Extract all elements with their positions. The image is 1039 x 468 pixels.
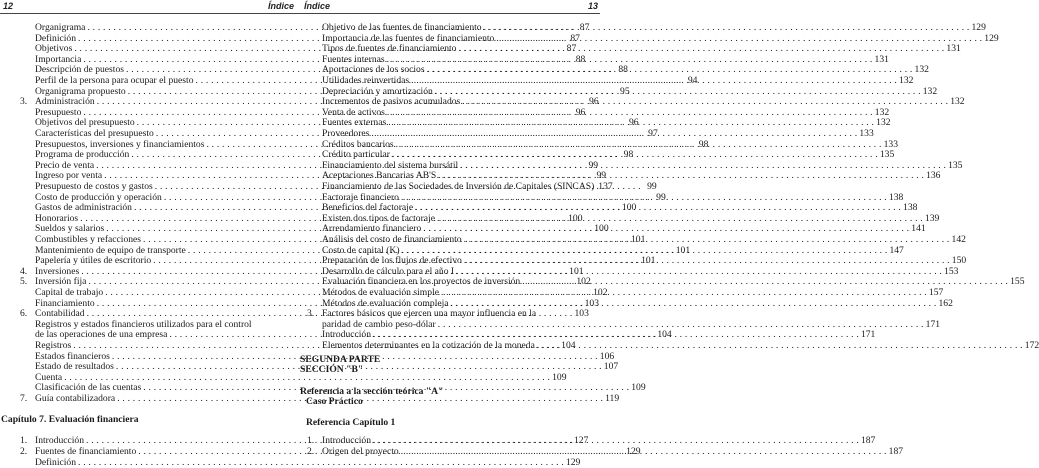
entry-title: Definición	[35, 456, 77, 468]
dot-leader	[522, 276, 1008, 287]
entry-page-number: 137	[598, 181, 613, 192]
entry-page-number: 99	[588, 159, 599, 171]
toc-entry	[307, 159, 963, 171]
entry-title: Fuentes externas	[322, 117, 387, 129]
entry-number	[20, 287, 35, 298]
entry-title: Capital de trabajo	[35, 287, 104, 298]
entry-page-number: 88	[575, 53, 586, 65]
entry-page-number: 171	[860, 329, 876, 341]
entry-page-number: 103	[584, 297, 599, 309]
entry-title: Organigrama propuesto	[35, 85, 126, 97]
entry-title: Perfil de la persona para ocupar el puesto	[35, 75, 194, 86]
entry-number	[20, 329, 35, 340]
entry-title: Origen del proyecto	[322, 446, 399, 457]
entry-page-number: 97	[648, 128, 658, 139]
dot-leader	[423, 223, 909, 234]
dot-leader	[402, 245, 888, 256]
entry-page-number: 127	[573, 435, 589, 447]
right-page-title: Índice	[304, 1, 331, 11]
entry-page-number: 138	[888, 191, 904, 203]
entry-page-number: 102	[593, 287, 608, 298]
entry-number	[20, 298, 35, 309]
toc-entry	[1, 414, 303, 425]
dot-leader	[254, 319, 287, 330]
entry-page-number: 87	[570, 32, 580, 44]
dot-leader	[392, 149, 878, 160]
entry-title: Programa de producción	[35, 149, 130, 161]
entry-page-number	[584, 396, 598, 407]
entry-title: Cuenta	[35, 371, 63, 383]
entry-page-number: 100	[621, 202, 637, 214]
entry-title: Aceptaciones Bancarias AB'S	[322, 170, 437, 182]
dot-leader	[496, 33, 982, 44]
toc-entry	[307, 297, 953, 309]
entry-number	[307, 139, 322, 150]
entry-number	[20, 223, 35, 234]
entry-title: Organigrama	[35, 22, 86, 33]
entry-title: Evaluación financiera en los proyectos de inversión	[322, 276, 521, 288]
toc-entry	[307, 106, 890, 118]
entry-number: 5.	[20, 276, 28, 288]
entry-number	[307, 75, 322, 86]
toc-entry	[306, 396, 598, 407]
dot-leader	[464, 234, 950, 245]
entry-title: Venta de activos	[322, 106, 385, 118]
entry-page-number: 132	[950, 96, 965, 108]
entry-page-number: 155	[1010, 276, 1025, 288]
entry-page-number: 153	[944, 265, 959, 277]
entry-title: Preparación de los flujos de efectivo	[322, 255, 462, 267]
entry-number	[20, 340, 35, 351]
entry-title: Análisis del costo de financiamiento	[322, 234, 462, 245]
dot-leader	[371, 128, 857, 139]
entry-number	[20, 382, 35, 393]
entry-title: Tipos de fuentes de financiamiento	[322, 43, 457, 55]
toc-entry	[20, 371, 567, 383]
entry-title: Sueldos y salarios	[35, 223, 105, 235]
dot-leader	[427, 64, 913, 75]
dot-leader	[411, 75, 897, 86]
entry-page-number: 133	[883, 138, 898, 150]
dot-leader	[396, 139, 882, 150]
entry-number	[307, 54, 322, 65]
entry-page-number: 129	[565, 456, 581, 468]
entry-page-number: 102	[576, 276, 591, 288]
entry-title: Estado de resultados	[35, 361, 114, 373]
entry-number	[307, 329, 322, 340]
entry-number	[20, 128, 35, 139]
entry-number	[20, 234, 35, 245]
entry-page-number: 107	[603, 361, 619, 373]
entry-number	[307, 202, 322, 213]
entry-page-number: 142	[951, 234, 966, 245]
entry-title: Inversiones	[35, 265, 80, 277]
entry-number	[307, 64, 322, 75]
entry-title: Depreciación y amortización	[322, 85, 433, 97]
toc-entry	[307, 435, 876, 447]
entry-number	[307, 86, 322, 97]
entry-page-number: 187	[860, 435, 876, 447]
entry-number	[307, 128, 322, 139]
entry-title: Contabilidad	[35, 308, 85, 320]
entry-number	[307, 107, 322, 118]
toc-entry	[307, 340, 1039, 351]
dot-leader	[438, 319, 924, 330]
entry-page-number: 96	[589, 96, 599, 108]
entry-number	[307, 117, 322, 128]
entry-number	[307, 245, 322, 256]
entry-number	[307, 223, 322, 234]
entry-page-number: 101	[641, 255, 656, 267]
entry-page-number: 132	[914, 64, 929, 76]
entry-page-number: 104	[561, 340, 576, 351]
entry-number: 3.	[20, 96, 28, 108]
dot-leader	[382, 354, 582, 365]
dot-leader	[373, 329, 859, 340]
toc-entry	[300, 386, 598, 397]
entry-title: Financiamiento	[35, 297, 95, 309]
entry-page-number	[584, 386, 598, 397]
toc-entry	[307, 53, 889, 65]
entry-page-number: 141	[911, 223, 926, 235]
dot-leader	[401, 192, 887, 203]
entry-number	[20, 160, 35, 171]
entry-number	[20, 245, 35, 256]
entry-title: Financiamiento de las Sociedades de Inversión de Capitales (SINCAS)	[322, 181, 595, 192]
entry-number	[20, 75, 35, 86]
entry-page-number: 132	[899, 75, 914, 86]
entry-number	[20, 192, 35, 203]
entry-page-number	[584, 308, 598, 319]
dot-leader	[78, 457, 564, 468]
dot-leader	[401, 446, 887, 457]
entry-page-number: 103	[574, 308, 589, 320]
entry-number: 4.	[20, 265, 28, 277]
entry-title: Desarrollo de cálculo para el año I	[322, 265, 455, 277]
entry-number	[307, 213, 322, 224]
entry-title: SEGUNDA PARTE	[300, 353, 381, 365]
entry-page-number	[584, 354, 598, 365]
entry-number	[307, 192, 322, 203]
entry-page-number: 101	[569, 265, 584, 277]
dot-leader	[441, 287, 927, 298]
entry-number	[307, 340, 322, 351]
entry-page-number: 96	[575, 106, 586, 118]
dot-leader	[365, 364, 582, 375]
entry-number	[20, 22, 35, 33]
entry-title: paridad de cambio peso-dólar	[322, 318, 436, 330]
entry-title: Fuentes internas	[322, 53, 385, 65]
entry-page-number: 157	[928, 287, 944, 298]
entry-number	[20, 170, 35, 181]
entry-number	[20, 457, 35, 468]
entry-page-number: 132	[874, 106, 890, 118]
entry-number	[307, 33, 322, 44]
entry-page-number: 101	[630, 234, 646, 245]
entry-title: Arrendamiento financiero	[322, 223, 422, 235]
entry-page-number: 95	[620, 85, 630, 97]
dot-leader	[445, 386, 582, 397]
entry-number	[20, 64, 35, 75]
entry-number	[20, 202, 35, 213]
entry-page-number: 150	[951, 255, 967, 267]
entry-page-number: 171	[925, 318, 941, 330]
header-rule	[300, 13, 600, 14]
toc-entry	[20, 456, 581, 468]
entry-number	[307, 255, 322, 266]
dot-leader	[438, 170, 924, 181]
left-page-title: Índice	[268, 1, 295, 11]
entry-title: Elementos determinantes en la cotización de la moneda	[322, 340, 535, 351]
dot-leader	[397, 417, 582, 428]
entry-number	[307, 181, 322, 192]
toc-entry	[307, 276, 1025, 288]
entry-title: Mantenimiento de equipo de transporte	[35, 244, 186, 256]
entry-page-number: 147	[889, 244, 904, 256]
entry-title: Administración	[35, 96, 95, 108]
entry-number	[20, 361, 35, 372]
entry-page-number: 96	[628, 117, 639, 129]
toc-entry	[307, 265, 959, 277]
entry-page-number: 99	[596, 170, 607, 182]
entry-title: Costo de producción y operación	[35, 191, 162, 203]
entry-page-number: 100	[568, 212, 583, 224]
toc-entry	[306, 417, 598, 428]
entry-title: Introducción	[322, 329, 372, 341]
entry-page-number: 187	[888, 446, 904, 457]
dot-leader	[435, 86, 921, 97]
toc-entry	[307, 212, 940, 224]
dot-leader	[456, 266, 942, 277]
dot-leader	[373, 435, 859, 446]
entry-page-number: 139	[924, 212, 940, 224]
entry-title: Incrementos de pasivos acumulados	[322, 96, 461, 108]
dot-leader	[537, 340, 1023, 351]
entry-title: Introducción	[35, 435, 85, 447]
entry-title: Factores básicos que ejercen una mayor influencia en la	[322, 308, 537, 320]
dot-leader	[464, 255, 950, 266]
entry-title: Registros y estados financieros utilizados para el control	[35, 318, 252, 330]
entry-title: Descripción de puestos	[35, 64, 124, 76]
dot-leader	[437, 213, 923, 224]
entry-number	[20, 86, 35, 97]
entry-number	[20, 213, 35, 224]
entry-number: 1.	[20, 435, 28, 447]
dot-leader	[415, 202, 901, 213]
entry-number	[20, 33, 35, 44]
entry-title: Objetivo de las fuentes de financiamiento	[322, 22, 482, 33]
toc-entry	[20, 435, 589, 447]
entry-title: Introducción	[322, 435, 372, 447]
entry-title: Existen dos tipos de factoraje	[322, 212, 435, 224]
dot-leader	[141, 414, 287, 425]
entry-title: Papelería y útiles de escritorio	[35, 255, 152, 267]
entry-title: Registros	[35, 340, 72, 351]
entry-page-number: 98	[623, 149, 634, 161]
entry-title: Financiamiento del sistema bursátil	[322, 159, 459, 171]
entry-number	[307, 276, 322, 287]
dot-leader	[484, 22, 970, 33]
dot-leader	[451, 298, 937, 309]
entry-title: Capítulo 7. Evaluación financiera	[1, 414, 139, 426]
entry-page-number: 135	[948, 159, 963, 171]
entry-page-number: 129	[626, 446, 641, 457]
entry-title: Proveedores	[322, 128, 370, 139]
entry-number	[20, 54, 35, 65]
entry-number: 2.	[307, 446, 315, 457]
entry-number: 2.	[20, 446, 28, 457]
entry-page-number: 131	[874, 53, 889, 65]
entry-number	[307, 319, 322, 330]
entry-number	[307, 160, 322, 171]
entry-title: de las operaciones de una empresa	[35, 329, 168, 341]
dot-leader	[460, 160, 946, 171]
entry-page-number: 100	[594, 223, 609, 235]
entry-title: Importancia de las fuentes de financiamiento	[322, 32, 495, 44]
entry-title: Objetivos	[35, 43, 73, 55]
entry-page-number: 135	[879, 149, 895, 161]
toc-entry	[307, 308, 598, 319]
entry-page-number: 88	[618, 64, 628, 76]
entry-number	[307, 287, 322, 298]
entry-page-number: 162	[938, 297, 953, 309]
entry-title: Combustibles y refacciones	[35, 234, 142, 245]
dot-leader	[365, 396, 582, 407]
right-page-number: 13	[588, 1, 599, 11]
entry-title: Presupuesto de costos y gastos	[35, 181, 153, 192]
toc-entry	[307, 32, 999, 44]
header-rule	[0, 13, 300, 14]
entry-title: Guía contabilizadora	[35, 393, 116, 404]
entry-title: Créditos bancarios	[322, 138, 394, 150]
entry-title: Caso Práctico	[306, 396, 363, 408]
entry-title: Clasificación de las cuentas	[35, 382, 142, 394]
entry-page-number: 101	[675, 244, 691, 256]
dot-leader	[388, 117, 874, 128]
entry-number	[307, 149, 322, 160]
entry-page-number: 99	[647, 181, 657, 192]
entry-page-number: 98	[698, 138, 709, 150]
entry-title: Características del presupuesto	[35, 128, 154, 139]
toc-entry	[307, 181, 613, 192]
entry-number	[20, 107, 35, 118]
entry-title: Gastos de administración	[35, 202, 132, 214]
entry-title: Costo de capital (K)	[322, 244, 400, 256]
entry-title: Importancia	[35, 53, 82, 65]
toc-entry	[300, 364, 598, 375]
dot-leader	[387, 107, 873, 118]
entry-title: Estados financieros	[35, 350, 110, 362]
entry-page-number: 131	[946, 43, 961, 55]
entry-title: Métodos de evaluación compleja	[322, 297, 449, 309]
entry-number	[307, 298, 322, 309]
entry-number	[307, 234, 322, 245]
entry-page-number: 87	[579, 22, 590, 33]
entry-page-number: 136	[926, 170, 941, 182]
dot-leader	[462, 96, 948, 107]
entry-title: Métodos de evaluación simple	[322, 287, 439, 298]
toc-entry	[307, 318, 941, 330]
entry-page-number	[584, 364, 598, 375]
entry-title: Factoraje financiero	[322, 191, 399, 203]
entry-title: SECCIÓN "B"	[300, 364, 364, 376]
entry-number	[307, 266, 322, 277]
entry-page-number: 109	[552, 371, 567, 383]
entry-number	[20, 319, 35, 330]
left-page-number: 12	[3, 1, 14, 11]
entry-title: Fuentes de financiamiento	[35, 446, 137, 457]
entry-page-number	[289, 319, 303, 330]
entry-title: Honorarios	[35, 212, 79, 224]
entry-page-number: 104	[657, 329, 672, 341]
entry-title: Referencia a la sección teórica "A"	[300, 385, 444, 397]
entry-page-number: 119	[605, 393, 620, 404]
toc-entry	[307, 22, 986, 33]
entry-number	[307, 22, 322, 33]
entry-number	[20, 43, 35, 54]
entry-number	[20, 181, 35, 192]
entry-page-number: 138	[903, 202, 918, 214]
entry-page-number: 132	[876, 117, 891, 129]
entry-title: Aportaciones de los socios	[322, 64, 425, 76]
entry-page-number: 133	[859, 128, 874, 139]
entry-number: 3.	[307, 308, 315, 320]
toc-entry	[20, 319, 303, 330]
dot-leader	[458, 43, 944, 54]
entry-number	[20, 149, 35, 160]
entry-title: Objetivos del presupuesto	[35, 117, 135, 129]
entry-number: 7.	[20, 393, 28, 404]
entry-title: Utilidades reinvertidas	[322, 75, 410, 86]
entry-title: Inversión fija	[35, 276, 87, 288]
dot-leader	[538, 308, 582, 319]
entry-title: Referencia Capítulo 1	[306, 417, 396, 429]
entry-title: Ingreso por venta	[35, 170, 103, 182]
toc-entry	[307, 43, 961, 55]
entry-title: Presupuestos, inversiones y financiamientos	[35, 138, 205, 150]
entry-number	[307, 43, 322, 54]
entry-title: Precio de venta	[35, 159, 95, 171]
toc-entry	[307, 96, 965, 108]
entry-number	[20, 351, 35, 362]
entry-number	[20, 372, 35, 383]
entry-page-number: 87	[566, 43, 577, 55]
entry-number	[307, 96, 322, 107]
entry-title: Definición	[35, 32, 77, 44]
entry-page-number: 129	[971, 22, 986, 33]
entry-title: Beneficios del factoraje	[322, 202, 414, 214]
entry-page-number: 109	[631, 382, 646, 394]
entry-page-number: 99	[656, 191, 666, 203]
entry-number: 6.	[20, 308, 28, 320]
entry-title: Presupuesto	[35, 106, 82, 118]
entry-page-number	[289, 414, 303, 425]
entry-number	[20, 255, 35, 266]
entry-page-number: 129	[984, 32, 999, 44]
entry-number	[20, 117, 35, 128]
entry-number	[20, 139, 35, 150]
entry-title: Crédito particular	[322, 149, 390, 161]
entry-page-number: 132	[922, 85, 938, 97]
entry-page-number	[584, 417, 598, 428]
entry-page-number: 106	[599, 350, 615, 362]
entry-number	[307, 170, 322, 181]
entry-number: 1.	[307, 435, 315, 447]
entry-page-number: 172	[1024, 340, 1039, 351]
dot-leader	[387, 54, 873, 65]
entry-page-number: 94	[687, 75, 698, 86]
